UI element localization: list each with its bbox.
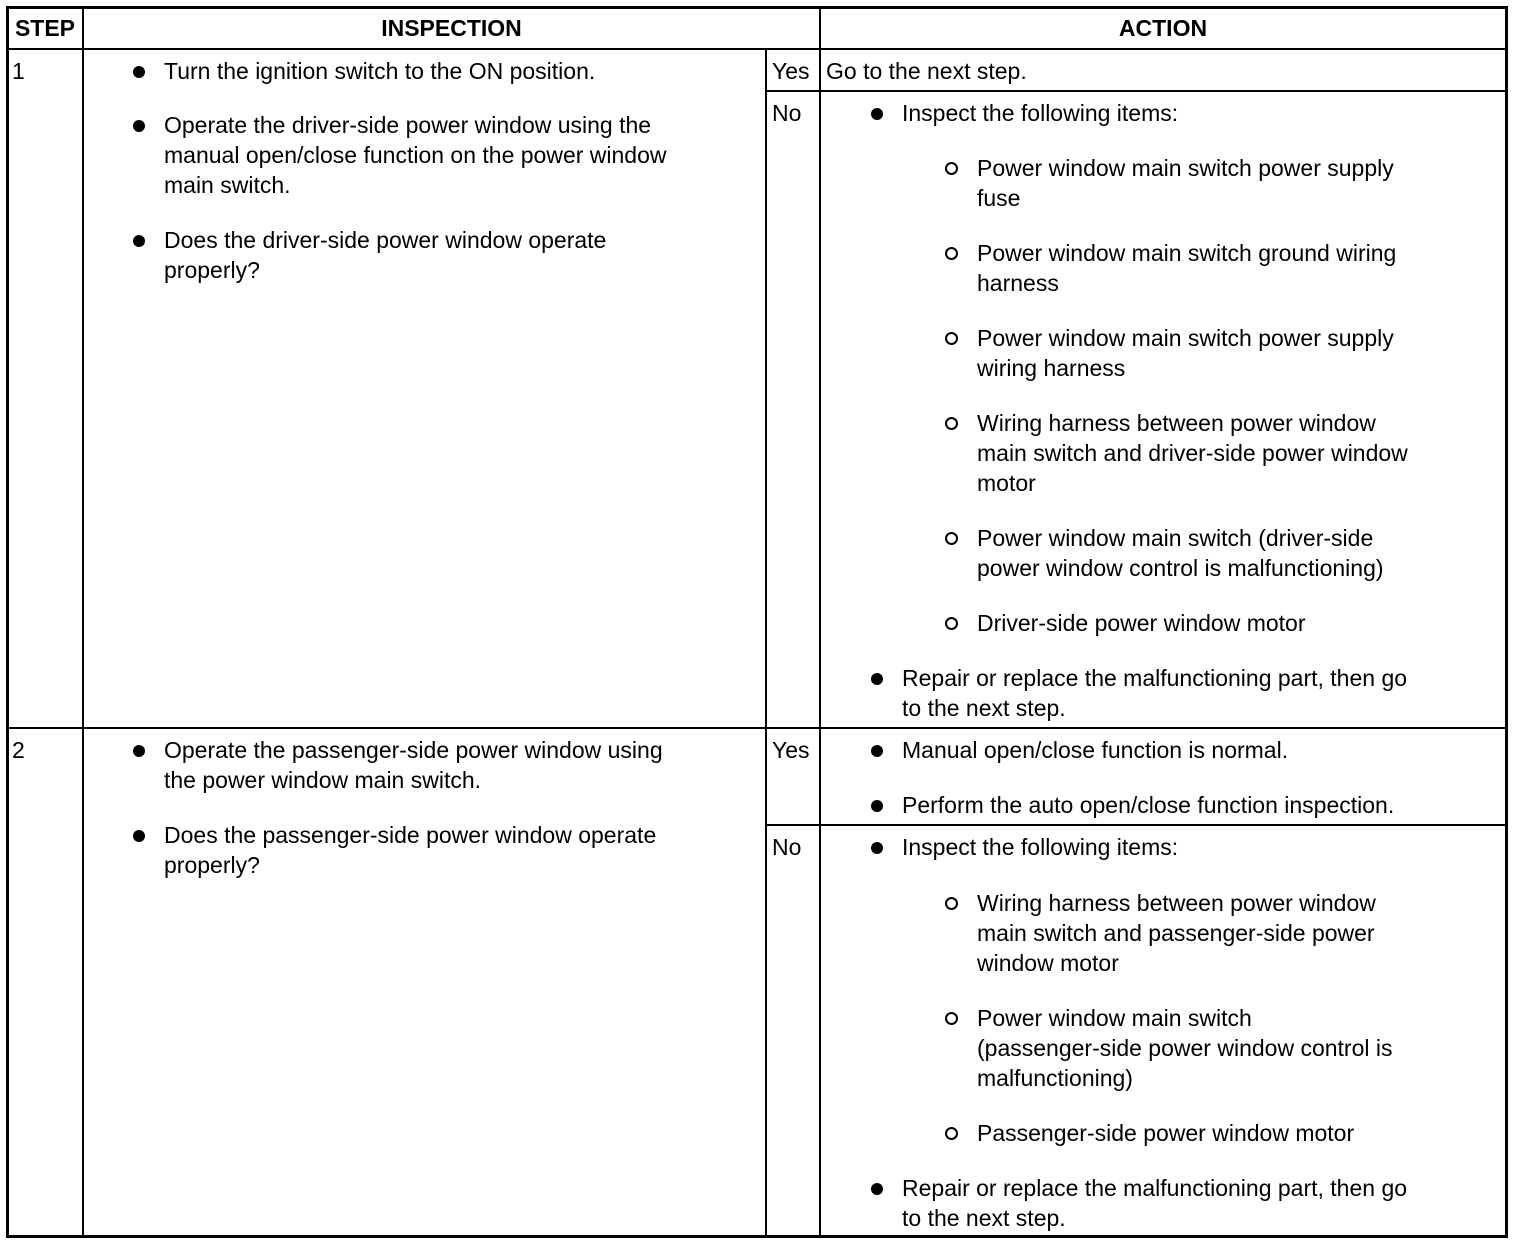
inspection-line: Turn the ignition switch to the ON position. <box>164 58 596 84</box>
header-inspection: INSPECTION <box>381 15 522 41</box>
sub-bullet-icon <box>945 617 958 630</box>
yes-action: Manual open/close function is normal. <box>902 737 1289 763</box>
check-item-line: Passenger-side power window motor <box>977 1120 1355 1146</box>
sub-bullet-icon <box>945 532 958 545</box>
yes-action: Perform the auto open/close function inspection. <box>902 792 1395 818</box>
result-column-divider <box>765 48 767 1238</box>
check-item-line: Driver-side power window motor <box>977 610 1306 636</box>
table-border-bottom <box>6 1235 1508 1238</box>
inspection-line: properly? <box>164 257 260 283</box>
sub-bullet-icon <box>945 247 958 260</box>
yes-no-divider-1 <box>765 90 1508 92</box>
inspection-line: Operate the passenger-side power window using <box>164 737 663 763</box>
action-column-divider <box>819 6 821 1238</box>
inspection-line: Operate the driver-side power window using the <box>164 112 652 138</box>
inspection-line: manual open/close function on the power window <box>164 142 667 168</box>
sub-bullet-icon <box>945 417 958 430</box>
no-label: No <box>772 834 802 860</box>
table-border-left <box>6 6 9 1238</box>
yes-action: Go to the next step. <box>826 58 1027 84</box>
bullet-icon <box>133 830 145 842</box>
check-item-line: Power window main switch ground wiring <box>977 240 1397 266</box>
inspection-line: main switch. <box>164 172 291 198</box>
check-item-line: (passenger-side power window control is <box>977 1035 1393 1061</box>
bullet-icon <box>133 235 145 247</box>
bullet-icon <box>871 800 883 812</box>
header-divider <box>6 48 1508 50</box>
sub-bullet-icon <box>945 162 958 175</box>
bullet-icon <box>871 745 883 757</box>
check-item-line: wiring harness <box>977 355 1126 381</box>
check-item-line: main switch and passenger-side power <box>977 920 1375 946</box>
check-item-line: power window control is malfunctioning) <box>977 555 1384 581</box>
yes-no-divider-2 <box>765 824 1508 826</box>
step-number: 1 <box>12 58 25 84</box>
bullet-icon <box>133 66 145 78</box>
bullet-icon <box>871 1183 883 1195</box>
table-border-top <box>6 6 1508 9</box>
sub-bullet-icon <box>945 897 958 910</box>
check-item-line: Power window main switch power supply <box>977 155 1394 181</box>
check-item-line: Wiring harness between power window <box>977 410 1376 436</box>
inspection-line: Does the driver-side power window operate <box>164 227 607 253</box>
check-item-line: fuse <box>977 185 1021 211</box>
bullet-icon <box>871 673 883 685</box>
check-item-line: Wiring harness between power window <box>977 890 1376 916</box>
yes-label: Yes <box>772 737 810 763</box>
table-border-right <box>1505 6 1508 1238</box>
bullet-icon <box>871 108 883 120</box>
no-action-final: to the next step. <box>902 695 1066 721</box>
no-action-final: Repair or replace the malfunctioning part, then go <box>902 665 1408 691</box>
bullet-icon <box>871 842 883 854</box>
check-item-line: window motor <box>977 950 1119 976</box>
no-action-final: to the next step. <box>902 1205 1066 1231</box>
bullet-icon <box>133 745 145 757</box>
check-item-line: harness <box>977 270 1059 296</box>
header-step: STEP <box>14 15 76 41</box>
check-item-line: Power window main switch (driver-side <box>977 525 1374 551</box>
inspection-line: Does the passenger-side power window operate <box>164 822 657 848</box>
check-item-line: motor <box>977 470 1036 496</box>
no-action-final: Repair or replace the malfunctioning part, then go <box>902 1175 1408 1201</box>
inspection-line: properly? <box>164 852 260 878</box>
bullet-icon <box>133 120 145 132</box>
check-item-line: malfunctioning) <box>977 1065 1133 1091</box>
step-number: 2 <box>12 737 25 763</box>
check-item-line: Power window main switch power supply <box>977 325 1394 351</box>
step-column-divider <box>82 6 84 1238</box>
no-action-intro: Inspect the following items: <box>902 834 1179 860</box>
sub-bullet-icon <box>945 332 958 345</box>
no-label: No <box>772 100 802 126</box>
sub-bullet-icon <box>945 1127 958 1140</box>
check-item-line: main switch and driver-side power window <box>977 440 1408 466</box>
header-action: ACTION <box>1118 15 1208 41</box>
step-divider <box>6 727 1508 729</box>
no-action-intro: Inspect the following items: <box>902 100 1179 126</box>
check-item-line: Power window main switch <box>977 1005 1252 1031</box>
yes-label: Yes <box>772 58 810 84</box>
sub-bullet-icon <box>945 1012 958 1025</box>
inspection-line: the power window main switch. <box>164 767 482 793</box>
